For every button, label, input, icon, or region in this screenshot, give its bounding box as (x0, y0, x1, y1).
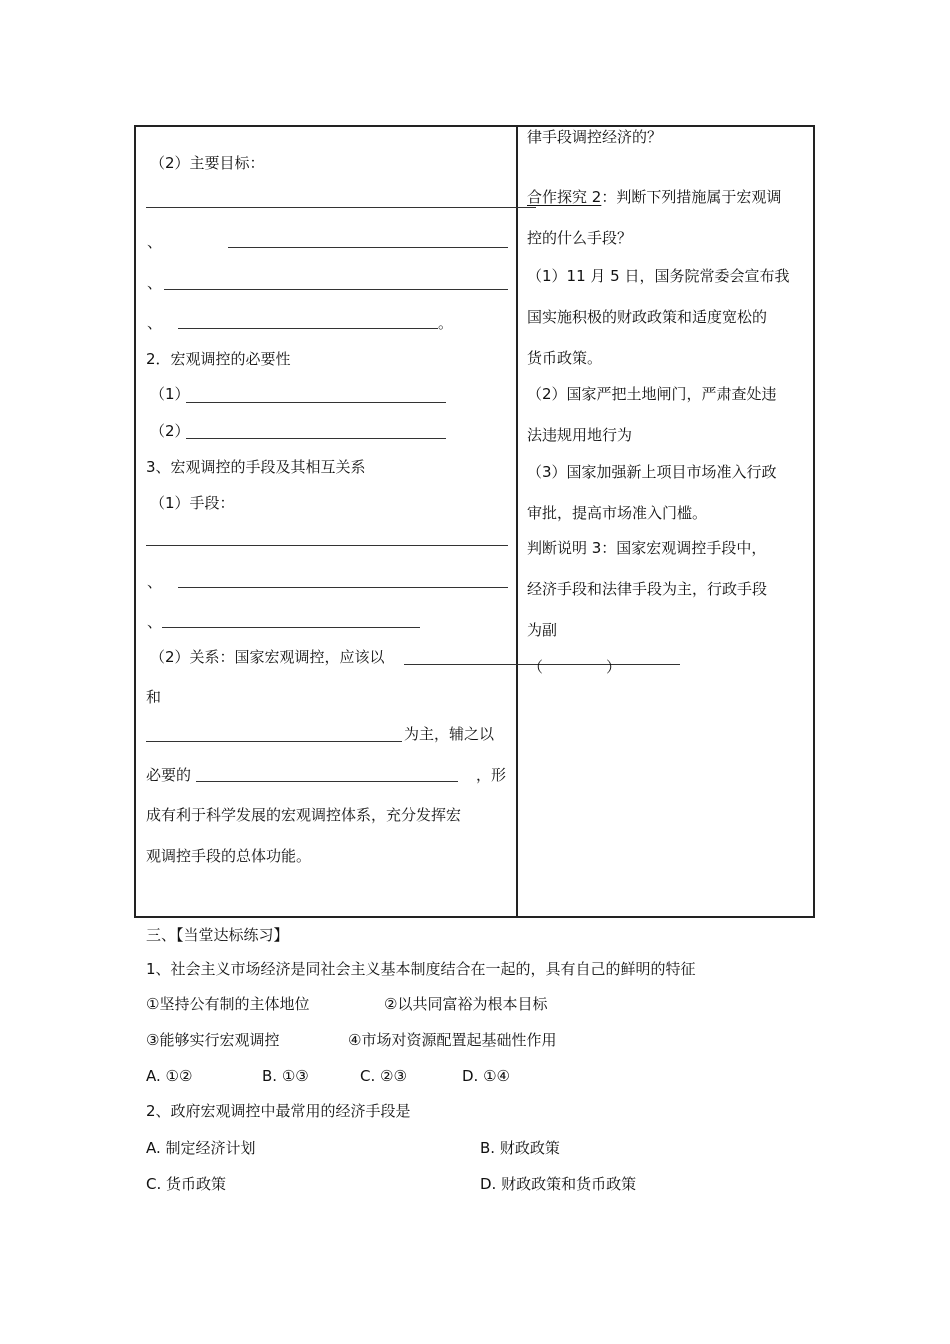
q1-choice-a: A. ①② (146, 1067, 193, 1085)
coop-inquiry-text: ：判断下列措施属于宏观调 (601, 188, 782, 206)
relation-para-2: 观调控手段的总体功能。 (146, 847, 312, 865)
answer-blank-necessity-1 (186, 402, 446, 403)
right-line-7: （2）国家严把土地闸门，严肃查处违 (527, 385, 777, 403)
goals-label: （2）主要目标： (150, 154, 265, 172)
answer-blank-relation-2 (146, 741, 402, 742)
q2-choice-b: B. 财政政策 (480, 1139, 560, 1157)
q2-choice-c: C. 货币政策 (146, 1175, 227, 1193)
answer-blank-goal-3 (164, 289, 508, 290)
question-1: 1、社会主义市场经济是同社会主义基本制度结合在一起的，具有自己的鲜明的特征 (146, 960, 696, 978)
answer-blank-means-2 (178, 587, 508, 588)
answer-blank-means-3 (162, 627, 420, 628)
necessity-item-2: （2） (150, 422, 190, 440)
separator-3: 、 (147, 314, 163, 332)
right-line-3: 控的什么手段？ (527, 229, 633, 247)
q2-choice-a: A. 制定经济计划 (146, 1139, 256, 1157)
right-line-13: 为副 (527, 621, 558, 639)
relation-label: （2）关系：国家宏观调控，应该以 (150, 648, 385, 666)
practice-heading: 三、【当堂达标练习】 (146, 926, 289, 944)
form-text: ，形 (476, 766, 507, 784)
question-2: 2、政府宏观调控中最常用的经济手段是 (146, 1102, 411, 1120)
right-line-12: 经济手段和法律手段为主，行政手段 (527, 580, 768, 598)
main-supplement-text: 为主，辅之以 (404, 725, 495, 743)
right-line-5: 国实施积极的财政政策和适度宽松的 (527, 308, 768, 326)
right-line-10: 审批，提高市场准入门槛。 (527, 504, 708, 522)
relation-para-1: 成有利于科学发展的宏观调控体系，充分发挥宏 (146, 806, 462, 824)
coop-inquiry-label: 合作探究 2 (527, 188, 602, 206)
separator-1: 、 (147, 233, 163, 251)
column-divider (516, 125, 518, 918)
right-line-4: （1）11 月 5 日，国务院常委会宣布我 (527, 267, 790, 285)
q1-option-2: ②以共同富裕为根本目标 (384, 995, 548, 1013)
q1-choice-d: D. ①④ (462, 1067, 510, 1085)
right-line-11: 判断说明 3：国家宏观调控手段中， (527, 539, 767, 557)
answer-blank-necessity-2 (186, 438, 446, 439)
answer-blank-goals (146, 207, 536, 208)
necessity-title: 2．宏观调控的必要性 (146, 350, 291, 368)
necessary-text: 必要的 (146, 766, 192, 784)
q1-option-4: ④市场对资源配置起基础性作用 (348, 1031, 557, 1049)
right-line-8: 法违规用地行为 (527, 426, 633, 444)
answer-blank-goal-4 (178, 328, 438, 329)
right-line-1: 律手段调控经济的？ (527, 128, 663, 146)
right-line-9: （3）国家加强新上项目市场准入行政 (527, 463, 777, 481)
q1-choice-b: B. ①③ (262, 1067, 309, 1085)
answer-blank-means-1 (146, 545, 508, 546)
and-text: 和 (146, 688, 162, 706)
separator-5: 、 (147, 613, 163, 631)
means-label: （1）手段： (150, 494, 235, 512)
answer-blank-relation-3 (196, 781, 458, 782)
q2-choice-d: D. 财政政策和货币政策 (480, 1175, 637, 1193)
judgement-paren-open: （ (528, 658, 544, 676)
means-title: 3、宏观调控的手段及其相互关系 (146, 458, 366, 476)
worksheet-table (134, 125, 815, 918)
necessity-item-1: （1） (150, 385, 190, 403)
separator-4: 、 (147, 573, 163, 591)
coop-inquiry-heading (527, 190, 781, 205)
q1-option-1: ①坚持公有制的主体地位 (146, 995, 310, 1013)
right-line-6: 货币政策。 (527, 349, 603, 367)
q1-option-3: ③能够实行宏观调控 (146, 1031, 280, 1049)
answer-blank-goal-2 (228, 247, 508, 248)
separator-2: 、 (147, 274, 163, 292)
q1-choice-c: C. ②③ (360, 1067, 407, 1085)
period: 。 (438, 314, 454, 332)
judgement-paren-close: ） (606, 658, 622, 676)
